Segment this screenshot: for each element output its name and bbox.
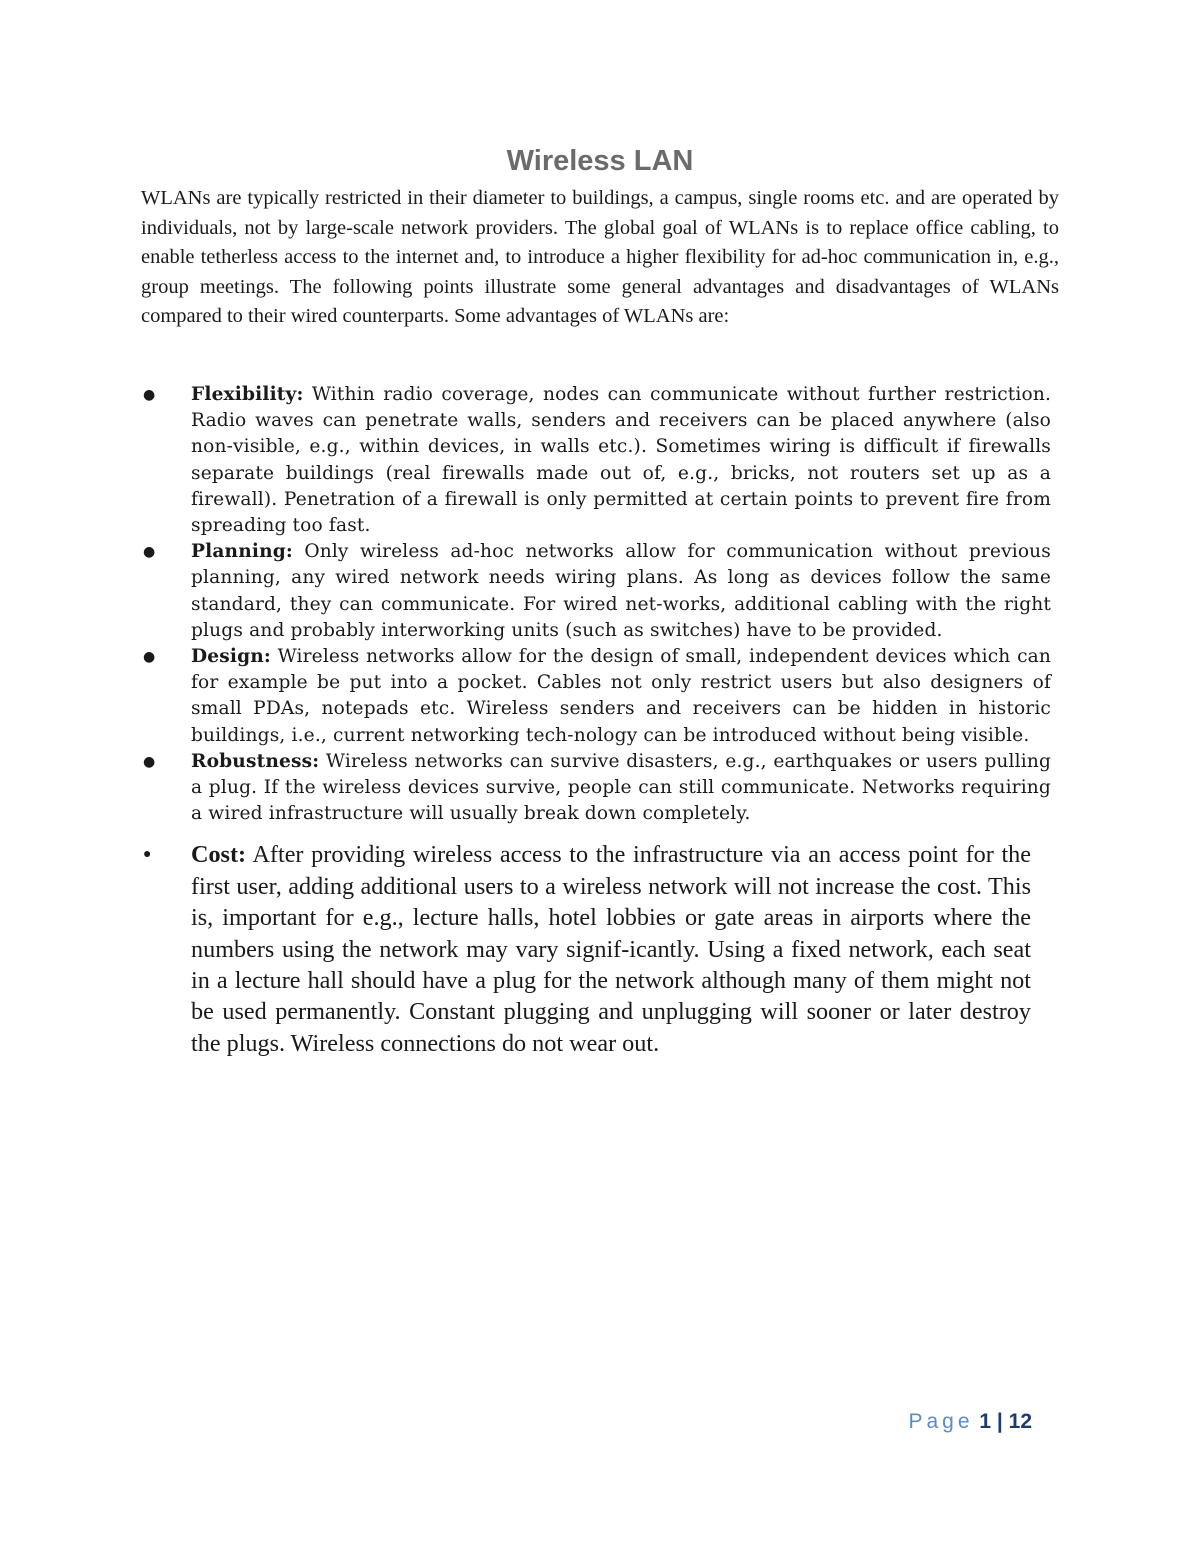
item-text: Only wireless ad-hoc networks allow for communication without previous planning, any wired network needs wiring plans. As long as devices follow the same standard, they can communicate. For wired net-works, additional cabling with the right plugs and probably interworking units (such as switches) have to be provided. [191, 541, 1051, 641]
list-item-cost [141, 839, 1031, 1059]
page-separator: | [996, 1410, 1003, 1433]
page-label: Page [908, 1410, 974, 1433]
item-text: After providing wireless access to the infrastructure via an access point for the first user, adding additional users to a wireless network will not increase the cost. This is, important for e.g., lecture halls, hotel lobbies or gate areas in airports where the numbers using the network may vary signif-icantly. Using a fixed network, each seat in a lecture hall should have a plug for the network although many of them might not be used permanently. Constant plugging and unplugging will sooner or later destroy the plugs. Wireless connections do not wear out. [191, 841, 1031, 1057]
current-page-number: 1 [979, 1410, 992, 1433]
bullet-icon: ● [143, 544, 156, 561]
bullet-icon: ● [143, 753, 156, 770]
item-term: Design: [191, 646, 271, 668]
total-pages-number: 12 [1008, 1410, 1032, 1433]
item-text: Within radio coverage, nodes can communicate without further restriction. Radio waves can penetrate walls, senders and receivers can be placed anywhere (also non-visible, e.g., within devices, in walls etc.). Sometimes wiring is difficult if firewalls separate buildings (real firewalls made out of, e.g., bricks, not routers set up as a firewall). Penetration of a firewall is only permitted at certain points to prevent fire from spreading too fast. [191, 384, 1052, 537]
list-item-design [141, 644, 1051, 749]
intro-paragraph: WLANs are typically restricted in their diameter to buildings, a campus, single rooms etc. and are operated by individuals, not by large-scale network providers. The global goal of WLANs is to replace office cabling, to enable tetherless access to the internet and, to introduce a higher flexibility for ad-hoc communication in, e.g., group meetings. The following points illustrate some general advantages and disadvantages of WLANs compared to their wired counterparts. Some advantages of WLANs are: [141, 187, 1059, 328]
bullet-icon: ● [143, 649, 156, 666]
list-item-robustness [141, 749, 1051, 828]
page-footer [908, 1410, 1032, 1434]
item-text: Wireless networks allow for the design of small, independent devices which can for example be put into a pocket. Cables not only restrict users but also designers of small PDAs, notepads etc. Wireless senders and receivers can be hidden in historic buildings, i.e., current networking tech-nology can be introduced without being visible. [191, 646, 1051, 746]
advantages-list [141, 382, 1051, 1059]
item-term: Robustness: [191, 750, 320, 772]
item-text: Wireless networks can survive disasters, e.g., earthquakes or users pulling a plug. If the wireless devices survive, people can still communicate. Networks requiring a wired infrastructure will usually break down completely. [191, 750, 1051, 825]
list-item-flexibility [141, 382, 1051, 539]
list-item-planning [141, 539, 1051, 644]
bullet-icon: ● [143, 387, 156, 403]
bullet-icon: ● [143, 847, 152, 863]
item-term: Flexibility: [191, 384, 304, 405]
item-term: Cost: [191, 841, 247, 869]
item-term: Planning: [191, 541, 293, 563]
page-title: Wireless LAN [506, 145, 694, 177]
